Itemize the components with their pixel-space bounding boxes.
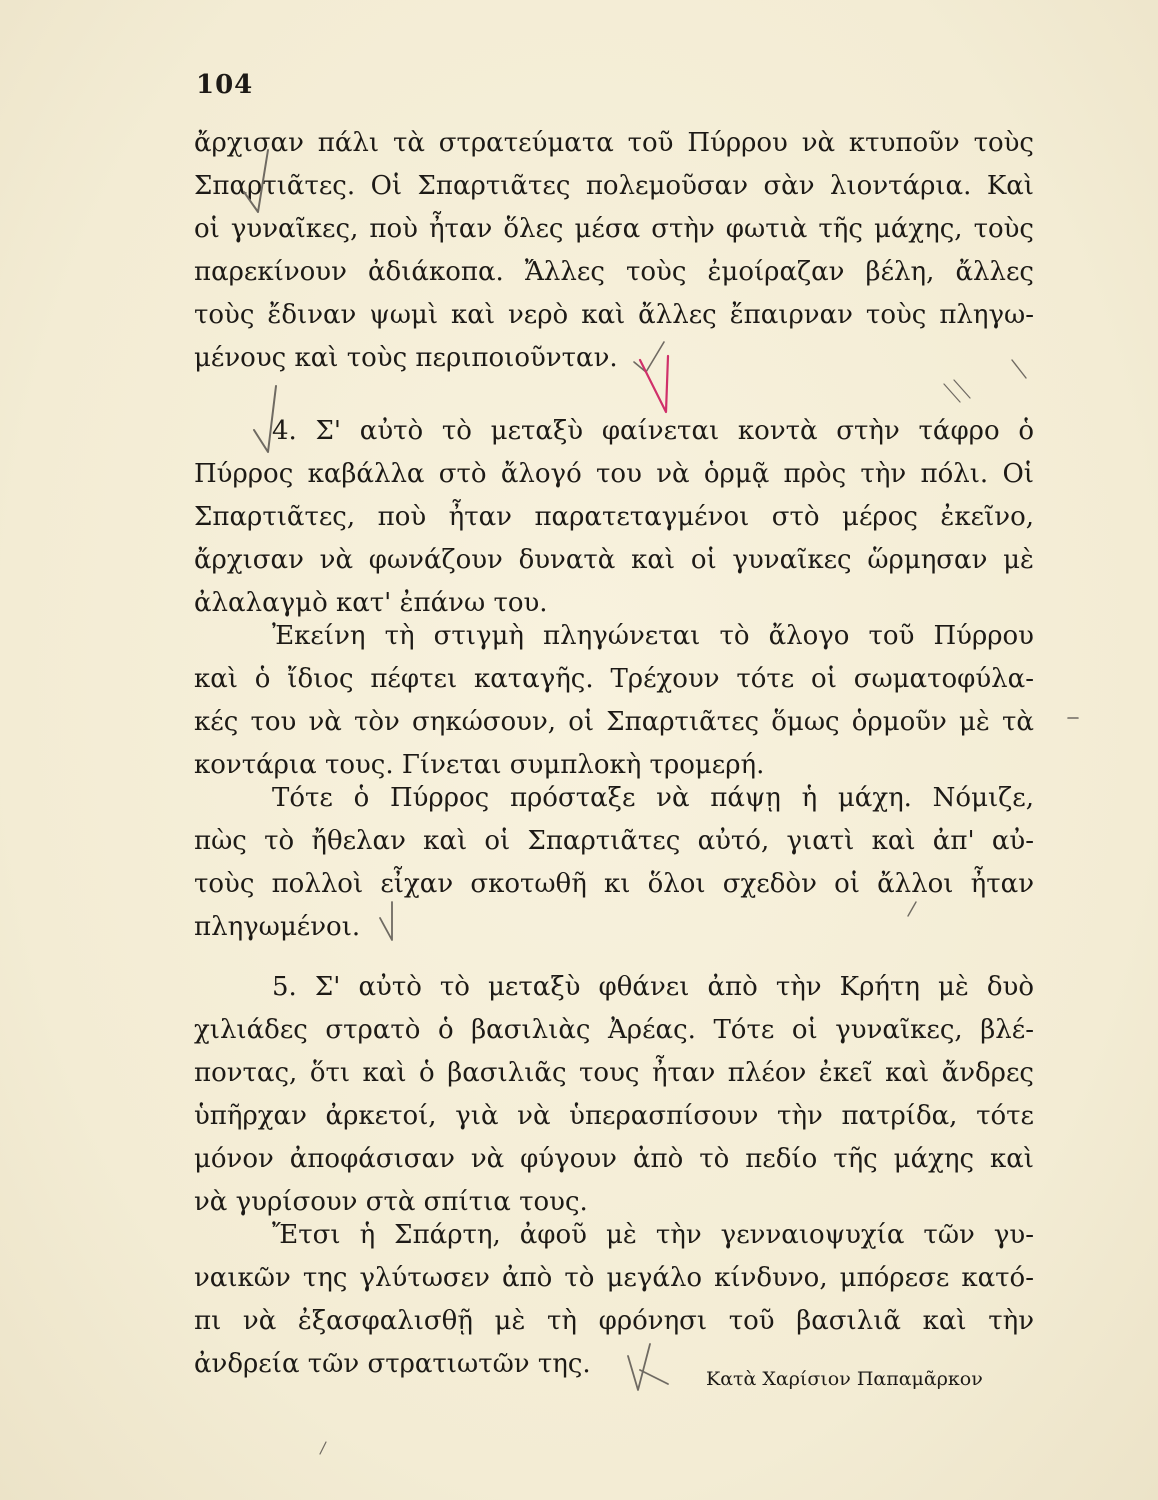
paragraph-4 (194, 777, 1034, 949)
text-line: καὶ ὁ ἴδιος πέφτει καταγῆς. Τρέχουν τότε οἱ σωματοφύλα- (194, 664, 1034, 694)
text-line: οἱ γυναῖκες, ποὺ ἦταν ὅλες μέσα στὴν φωτιὰ τῆς μάχης, τοὺς (194, 214, 1034, 244)
text-line: μένους καὶ τοὺς περιποιοῦνταν. (194, 343, 618, 373)
text-line: ἄρχισαν νὰ φωνάζουν δυνατὰ καὶ οἱ γυναῖκες ὥρμησαν μὲ (194, 545, 1034, 575)
paragraph-1 (194, 122, 1034, 380)
text-line: Σπαρτιᾶτες, ποὺ ἦταν παρατεταγμένοι στὸ μέρος ἐκεῖνο, (194, 502, 1034, 532)
page-number: 104 (196, 70, 254, 100)
author-attribution: Κατὰ Χαρίσιον Παπαμᾶρκον (706, 1368, 983, 1390)
text-line: πι νὰ ἐξασφαλισθῇ μὲ τὴ φρόνησι τοῦ βασιλιᾶ καὶ τὴν (194, 1306, 1034, 1336)
text-line: ἀλαλαγμὸ κατ' ἐπάνω του. (194, 588, 548, 618)
text-line: Ἔτσι ἡ Σπάρτη, ἀφοῦ μὲ τὴν γενναιοψυχία τῶν γυ- (272, 1220, 1034, 1250)
text-line: ποντας, ὅτι καὶ ὁ βασιλιᾶς τους ἦταν πλέον ἐκεῖ καὶ ἄνδρες (194, 1058, 1034, 1088)
text-line: τοὺς ἔδιναν ψωμὶ καὶ νερὸ καὶ ἄλλες ἔπαιρναν τοὺς πληγω- (194, 300, 1034, 330)
paragraph-6 (194, 1214, 1034, 1386)
text-line: Πύρρος καβάλλα στὸ ἄλογό του νὰ ὁρμᾷ πρὸς τὴν πόλι. Οἱ (194, 459, 1034, 489)
text-line: πὼς τὸ ἤθελαν καὶ οἱ Σπαρτιᾶτες αὐτό, γιατὶ καὶ ἀπ' αὐ- (194, 826, 1034, 856)
text-line: ὑπῆρχαν ἀρκετοί, γιὰ νὰ ὑπερασπίσουν τὴν πατρίδα, τότε (194, 1101, 1034, 1131)
text-line: ναικῶν της γλύτωσεν ἀπὸ τὸ μεγάλο κίνδυνο, μπόρεσε κατό- (194, 1263, 1034, 1293)
text-line: 4. Σ' αὐτὸ τὸ μεταξὺ φαίνεται κοντὰ στὴν τάφρο ὁ (272, 416, 1034, 446)
text-line: νὰ γυρίσουν στὰ σπίτια τους. (194, 1187, 588, 1217)
text-line: Ἐκείνη τὴ στιγμὴ πληγώνεται τὸ ἄλογο τοῦ Πύρρου (272, 621, 1034, 651)
text-line: χιλιάδες στρατὸ ὁ βασιλιὰς Ἀρέας. Τότε οἱ γυναῖκες, βλέ- (194, 1015, 1034, 1045)
paragraph-section-5 (194, 966, 1034, 1224)
text-line: ἀνδρεία τῶν στρατιωτῶν της. (194, 1349, 591, 1379)
text-line: κές του νὰ τὸν σηκώσουν, οἱ Σπαρτιᾶτες ὅμως ὁρμοῦν μὲ τὰ (194, 707, 1034, 737)
text-line: κοντάρια τους. Γίνεται συμπλοκὴ τρομερή. (194, 750, 765, 780)
paragraph-3 (194, 615, 1034, 787)
text-line: Τότε ὁ Πύρρος πρόσταξε νὰ πάψῃ ἡ μάχη. Νόμιζε, (272, 783, 1034, 813)
pencil-stray-mark (944, 380, 970, 402)
text-line: Σπαρτιᾶτες. Οἱ Σπαρτιᾶτες πολεμοῦσαν σὰν λιοντάρια. Καὶ (194, 171, 1034, 201)
text-line: ἄρχισαν πάλι τὰ στρατεύματα τοῦ Πύρρου νὰ κτυποῦν τοὺς (194, 128, 1034, 158)
text-line: πληγωμένοι. (194, 912, 361, 942)
text-line: 5. Σ' αὐτὸ τὸ μεταξὺ φθάνει ἀπὸ τὴν Κρήτη μὲ δυὸ (272, 972, 1034, 1002)
paragraph-section-4 (194, 410, 1034, 625)
text-line: παρεκίνουν ἀδιάκοπα. Ἄλλες τοὺς ἐμοίραζαν βέλη, ἄλλες (194, 257, 1034, 287)
text-line: μόνον ἀποφάσισαν νὰ φύγουν ἀπὸ τὸ πεδίο τῆς μάχης καὶ (194, 1144, 1034, 1174)
text-line: τοὺς πολλοὶ εἶχαν σκοτωθῆ κι ὅλοι σχεδὸν οἱ ἄλλοι ἦταν (194, 869, 1034, 899)
pencil-stray-mark (320, 1442, 326, 1454)
